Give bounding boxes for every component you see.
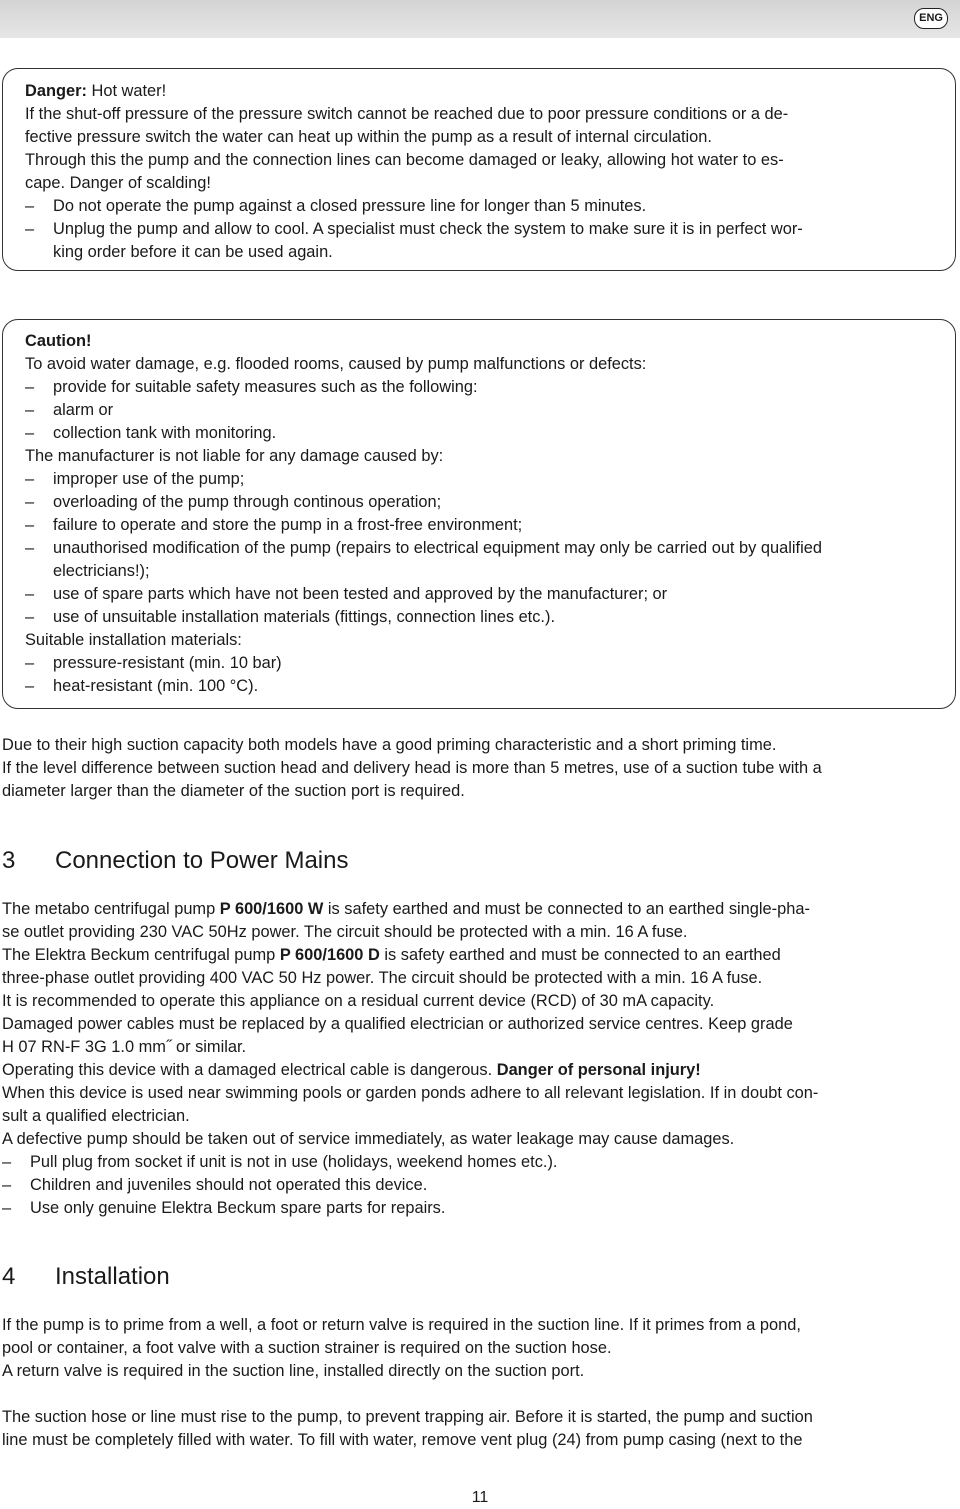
language-badge: ENG bbox=[914, 8, 948, 29]
caution-box bbox=[2, 319, 956, 709]
caution-bullet: – collection tank with monitoring. bbox=[25, 424, 277, 442]
danger-text-line: cape. Danger of scalding! bbox=[25, 174, 211, 192]
liability-bullet: – use of spare parts which have not been tested and approved by the manufacturer; or bbox=[25, 585, 668, 603]
section-4-body-continued: The suction hose or line must rise to the pump, to prevent trapping air. Before it is started, the pump and suction line must be completely filled with water. To fill with water, remove vent plug (24) from pump casing (next to the bbox=[2, 1408, 813, 1449]
section-3-bullet: – Use only genuine Elektra Beckum spare parts for repairs. bbox=[2, 1199, 446, 1217]
danger-bullet: – Unplug the pump and allow to cool. A specialist must check the system to make sure it is in perfect wor- king order before it can be used again. bbox=[25, 220, 803, 261]
caution-title: Caution! bbox=[25, 332, 92, 350]
danger-text-line: fective pressure switch the water can heat up within the pump as a result of internal circulation. bbox=[25, 128, 712, 146]
section-4-body: If the pump is to prime from a well, a foot or return valve is required in the suction line. If it primes from a pond, pool or container, a foot valve with a suction strainer is required on the suction hose. A return valve is required in the suction line, installed directly on the suction port. bbox=[2, 1316, 801, 1380]
danger-bullet: – Do not operate the pump against a closed pressure line for longer than 5 minutes. bbox=[25, 197, 647, 215]
danger-warning-box bbox=[2, 68, 956, 271]
liability-statement: The manufacturer is not liable for any damage caused by: bbox=[25, 447, 444, 465]
liability-bullet: – improper use of the pump; bbox=[25, 470, 245, 488]
suction-paragraph: Due to their high suction capacity both models have a good priming characteristic and a short priming time. If the level difference between suction head and delivery head is more than 5 metres, use of a suction tube with a diameter larger than the diameter of the suction port is required. bbox=[2, 736, 822, 800]
caution-bullet: – provide for suitable safety measures such as the following: bbox=[25, 378, 478, 396]
section-3-heading: 3 Connection to Power Mains bbox=[2, 847, 349, 874]
materials-bullet: – pressure-resistant (min. 10 bar) bbox=[25, 654, 282, 672]
danger-title: Danger: Hot water! bbox=[25, 82, 167, 100]
liability-bullet: – failure to operate and store the pump in a frost-free environment; bbox=[25, 516, 523, 534]
section-4-heading: 4 Installation bbox=[2, 1263, 170, 1290]
section-3-bullet: – Pull plug from socket if unit is not in use (holidays, weekend homes etc.). bbox=[2, 1153, 558, 1171]
liability-bullet: – overloading of the pump through continous operation; bbox=[25, 493, 442, 511]
caution-intro: To avoid water damage, e.g. flooded rooms, caused by pump malfunctions or defects: bbox=[25, 355, 647, 373]
section-3-bullet: – Children and juveniles should not operated this device. bbox=[2, 1176, 428, 1194]
caution-bullet: – alarm or bbox=[25, 401, 114, 419]
section-3-body: The metabo centrifugal pump P 600/1600 W is safety earthed and must be connected to an earthed single-pha- se outlet providing 230 VAC 50Hz power. The circuit should be protected with a min. 16 A fuse. The Elektra Beckum centrifugal pump P 600/1600 D is safety earthed and must be connected to an earthed three-phase outlet providing 400 VAC 50 Hz power. The circuit should be protected with a min. 16 A fuse. It is recommended to operate this appliance on a residual current device (RCD) of 30 mA capacity. Damaged power cables must be replaced by a qualified electrician or authorized service centres. Keep grade H 07 RN-F 3G 1.0 mm˝ or similar. Operating this device with a damaged electrical cable is dangerous. Danger of personal injury! When this device is used near swimming pools or garden ponds adhere to all relevant legislation. If in doubt con- sult a qualified electrician. A defective pump should be taken out of service immediately, as water leakage may cause damages. – Pull plug from socket if unit is not in use (holidays, weekend homes etc.). – Children and juveniles should not operated this device. – Use only genuine Elektra Beckum spare parts for repairs. bbox=[2, 898, 956, 1220]
liability-bullet: – use of unsuitable installation materials (fittings, connection lines etc.). bbox=[25, 608, 555, 626]
liability-bullet: – unauthorised modification of the pump (repairs to electrical equipment may only be carried out by qualified electricians!); bbox=[25, 539, 822, 580]
danger-text-line: If the shut-off pressure of the pressure switch cannot be reached due to poor pressure conditions or a de- bbox=[25, 105, 789, 123]
materials-bullet: – heat-resistant (min. 100 °C). bbox=[25, 677, 259, 695]
materials-heading: Suitable installation materials: bbox=[25, 631, 242, 649]
page-number: 11 bbox=[471, 1489, 489, 1506]
header-bar bbox=[0, 0, 960, 38]
danger-text-line: Through this the pump and the connection lines can become damaged or leaky, allowing hot water to es- bbox=[25, 151, 784, 169]
